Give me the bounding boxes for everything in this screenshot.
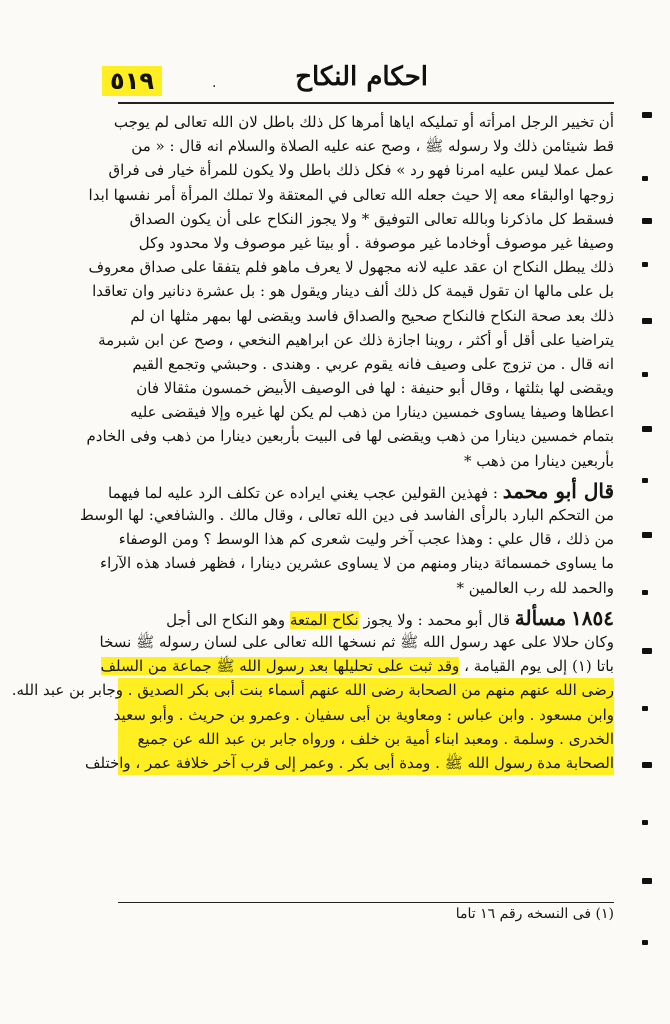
text-fragment: باتا (١) إلى يوم القيامة ، — [464, 657, 614, 676]
text-fragment: قال أبو محمد : ولا يجوز — [363, 610, 510, 629]
page-number: ٥١٩ — [102, 66, 162, 96]
highlighted-line: رضى الله عنهم منهم من الصحابة رضى الله عنهم أسماء بنت أبى بكر الصديق . وجابر بن عبد الله. — [118, 678, 614, 702]
text-line: اعطاها وصيفا يساوى خمسين دينارا من ذهب لم يكن لها غيره وإلا فيقضى عليه — [130, 403, 614, 422]
margin-mark — [642, 478, 648, 483]
margin-mark — [642, 426, 652, 432]
text-line: يتراضيا على أقل أو أكثر ، روينا اجازة ذلك عن ابراهيم النخعي ، وصح عن ابن شبرمة — [98, 330, 614, 349]
text-line: بل على مالها ان تقول قيمة كل ذلك ألف دينار ويقول هو : بل عشرة دنانير وان تعاقدا — [92, 282, 614, 301]
text-line: وكان حلالا على عهد رسول الله ﷺ ثم نسخها الله تعالى على لسان رسوله ﷺ نسخا — [99, 632, 614, 651]
margin-mark — [642, 112, 652, 118]
margin-mark — [642, 878, 652, 884]
text-line: بأربعين دينارا من ذهب * — [463, 451, 614, 470]
margin-mark — [642, 218, 652, 224]
page-title: احكام النكاح — [295, 62, 428, 92]
margin-mark — [642, 372, 648, 377]
margin-mark — [642, 262, 648, 267]
text-line: انه قال . من تزوج على وصيف فانه يقوم عربي . وهندى . وحبشي وتجمع القيم — [132, 354, 614, 373]
margin-mark — [642, 940, 648, 945]
highlighted-fragment: وقد ثبت على تحليلها بعد رسول الله ﷺ جماعة من السلف — [100, 657, 460, 676]
text-line — [108, 478, 614, 503]
text-line: وصيفا غير موصوف أوخادما غير موصوفة . أو بيتا غير موصوف ولا محدود وكل — [138, 233, 614, 252]
highlighted-term: نكاح المتعة — [289, 610, 359, 629]
page-body — [11, 110, 614, 775]
margin-mark — [642, 590, 648, 595]
margin-mark — [642, 820, 648, 825]
highlighted-line: الخدرى . وسلمة . ومعبد ابناء أمية بن خلف ، ورواه جابر بن عبد الله عن جميع — [118, 727, 614, 751]
text-fragment: وهو النكاح الى أجل — [166, 610, 286, 629]
text-line: ما يساوى خمسمائة دينار ومنهم من لا يساوى عشرين دينارا ، فظهر فساد هذه الآراء — [100, 554, 614, 573]
margin-mark — [642, 648, 652, 654]
header-dot: ٠ — [210, 78, 218, 94]
text-line: أن تخيير الرجل امرأته أو تمليكه اياها أمرها كل ذلك باطل لان الله تعالى لم يوجب — [113, 113, 614, 131]
text-line: ذلك بعد صحة النكاح فالنكاح صحيح والصداق فاسد ويقضى لها بمهر مثلها ان لم — [130, 306, 614, 325]
text-line — [118, 606, 614, 630]
page-header — [110, 62, 618, 102]
text-line: ويقضى لها بثلثها ، وقال أبو حنيفة : لها فى الوصيف الأبيض خمسون مثقالا فان — [136, 379, 614, 398]
text-line: فسقط كل ماذكرنا وبالله تعالى التوفيق * ولا يجوز النكاح على أن يكون الصداق — [129, 209, 614, 228]
text-line: قط شيئامن ذلك ولا رسوله ﷺ ، وصح عنه عليه الصلاة والسلام انه قال : « من — [131, 137, 614, 156]
issue-number: ١٨٥٤ — [571, 605, 614, 630]
footnote: (١) فى النسخه رقم ١٦ تاما — [455, 906, 614, 922]
header-divider — [118, 102, 614, 104]
text-line: عمل عملا ليس عليه امرنا فهو رد » فكل ذلك باطل ولا يكون للمرأة خيار فى فراق — [108, 161, 614, 180]
margin-mark — [642, 706, 648, 711]
text-fragment: : فهذين القولين عجب يغني ايراده عن تكلف الرد عليه لما فيهما — [108, 483, 498, 502]
margin-mark — [642, 318, 652, 324]
text-line: من التحكم البارد بالرأى الفاسد فى دين الله تعالى ، وقال مالك . والشافعي: لها الوسط — [79, 506, 614, 524]
highlighted-line: وابن مسعود . وابن عباس : ومعاوية بن أبى سفيان . وعمرو بن حريث . وأبو سعيد — [118, 703, 614, 727]
issue-heading: مسألة — [514, 605, 567, 630]
footnote-divider — [118, 902, 614, 903]
margin-mark — [642, 176, 648, 181]
text-line: والحمد لله رب العالمين * — [456, 578, 614, 597]
text-line: من ذلك ، قال علي : وهذا عجب آخر وليت شعرى كم هذا الوسط ؟ ومن الوصفاء — [118, 530, 614, 549]
text-line: زوجها اوالبقاء معه إلا حيث جعله الله تعالى في المعتقة ولا تملك المرأة أمر نفسها ابدا — [88, 185, 614, 204]
highlighted-line: الصحابة مدة رسول الله ﷺ . ومدة أبى بكر . وعمر إلى قرب آخر خلافة عمر ، واختلف — [118, 751, 614, 775]
margin-marks — [628, 0, 670, 1024]
text-line — [100, 654, 614, 678]
text-line: ذلك يبطل النكاح ان عقد عليه لانه مجهول لا يعرف ماهو فلم يتفقا على صداق معروف — [88, 258, 614, 277]
margin-mark — [642, 532, 652, 538]
section-heading: قال أبو محمد — [502, 478, 614, 503]
margin-mark — [642, 762, 652, 768]
text-line: بتمام خمسين دينارا من ذهب ويقضى لها فى البيت بأربعين دينارا من ذهب وفى الخادم — [86, 427, 614, 446]
